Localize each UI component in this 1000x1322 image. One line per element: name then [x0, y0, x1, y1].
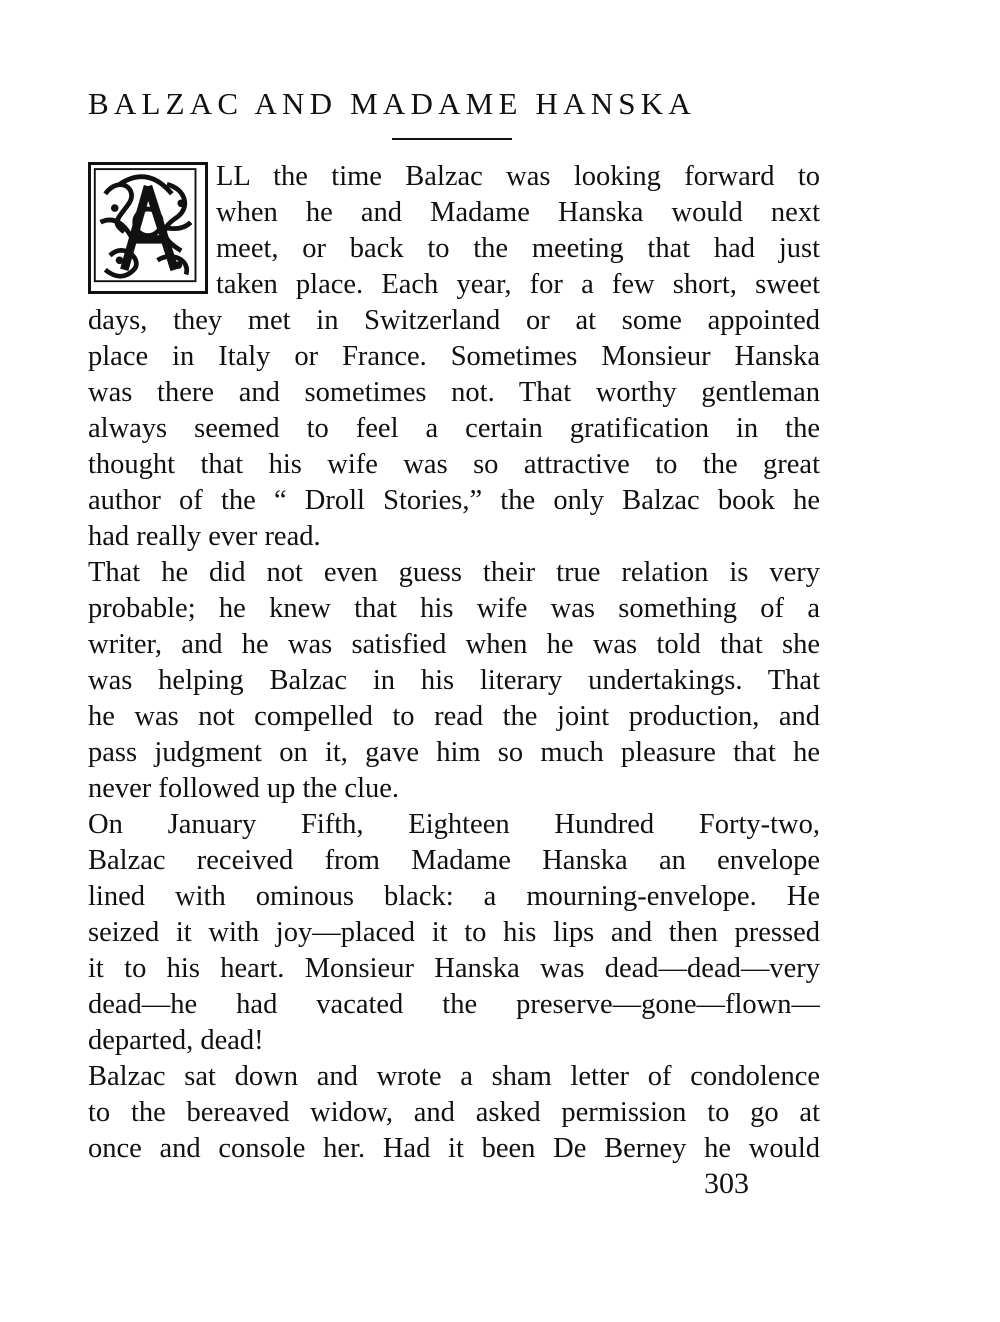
text-line: it to his heart. Monsieur Hanska was dead—dead—very: [88, 953, 820, 984]
text-line: had really ever read.: [88, 521, 321, 552]
text-line: taken place. Each year, for a few short, sweet: [216, 269, 820, 300]
text-line: he was not compelled to read the joint production, and: [88, 701, 820, 732]
text-line: probable; he knew that his wife was something of a: [88, 593, 820, 624]
text-line: days, they met in Switzerland or at some appointed: [88, 305, 820, 336]
text-line: pass judgment on it, gave him so much pleasure that he: [88, 737, 820, 768]
text-line: departed, dead!: [88, 1025, 264, 1056]
running-title: BALZAC AND MADAME HANSKA: [88, 86, 696, 121]
text-line: when he and Madame Hanska would next: [216, 197, 820, 228]
text-line: On January Fifth, Eighteen Hundred Forty-two,: [88, 809, 820, 840]
text-line: That he did not even guess their true relation is very: [88, 557, 820, 588]
text-line: was there and sometimes not. That worthy gentleman: [88, 377, 820, 408]
text-line: lined with ominous black: a mourning-envelope. He: [88, 881, 820, 912]
page-number: 303: [704, 1167, 749, 1200]
decorative-drop-cap: [88, 162, 208, 294]
text-line: never followed up the clue.: [88, 773, 400, 804]
text-line: writer, and he was satisfied when he was told that she: [88, 629, 820, 660]
text-line: Balzac received from Madame Hanska an envelope: [88, 845, 820, 876]
text-line: was helping Balzac in his literary undertakings. That: [88, 665, 820, 696]
text-line: once and console her. Had it been De Berney he would: [88, 1133, 820, 1164]
text-line: meet, or back to the meeting that had just: [216, 233, 820, 264]
text-line: seized it with joy—placed it to his lips and then pressed: [88, 917, 820, 948]
ornamental-letter-a-icon: [91, 165, 205, 291]
text-line: place in Italy or France. Sometimes Monsieur Hanska: [88, 341, 820, 372]
text-line: always seemed to feel a certain gratification in the: [88, 413, 820, 444]
title-rule-divider: [392, 138, 512, 140]
text-line: author of the “ Droll Stories,” the only Balzac book he: [88, 485, 820, 516]
text-line: dead—he had vacated the preserve—gone—flown—: [88, 989, 820, 1020]
text-line: LL the time Balzac was looking forward to: [216, 161, 820, 192]
text-line: to the bereaved widow, and asked permission to go at: [88, 1097, 820, 1128]
text-line: thought that his wife was so attractive to the great: [88, 449, 820, 480]
text-line: Balzac sat down and wrote a sham letter of condolence: [88, 1061, 820, 1092]
